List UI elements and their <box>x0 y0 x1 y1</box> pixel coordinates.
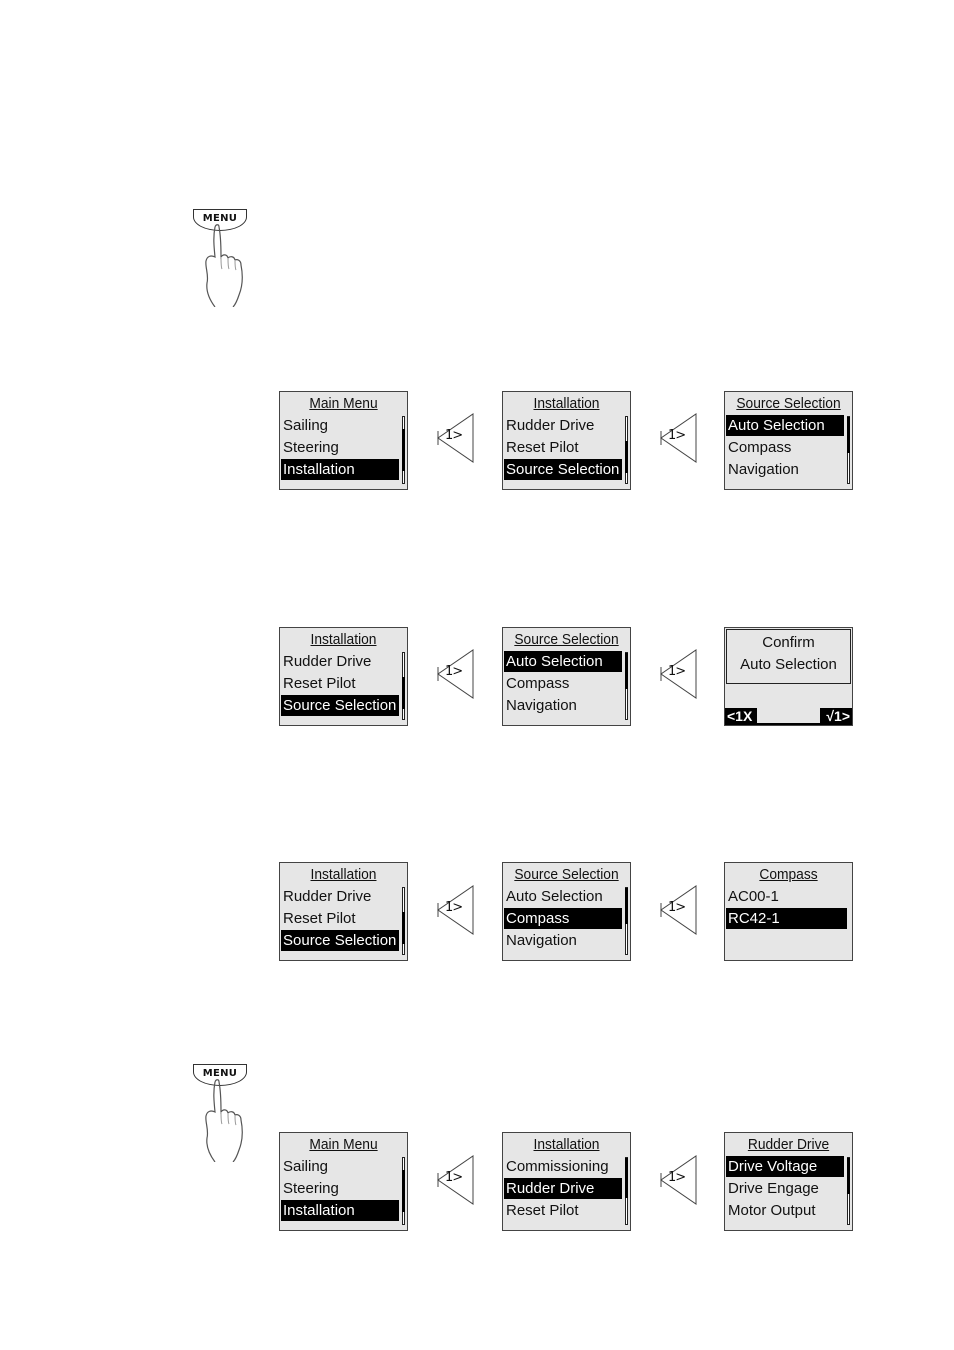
menu-item-navigation[interactable]: Navigation <box>506 697 577 714</box>
screen-source-selection <box>502 627 631 726</box>
screen-rudder-drive <box>724 1132 853 1231</box>
menu-item-source-selection[interactable]: Source Selection <box>281 695 399 716</box>
select-arrow: 1> <box>435 1154 475 1206</box>
menu-press-illustration <box>193 209 253 304</box>
menu-item-rudder-drive[interactable]: Rudder Drive <box>504 1178 622 1199</box>
menu-item-navigation[interactable]: Navigation <box>728 461 799 478</box>
screen-title: Source Selection <box>514 631 619 648</box>
select-arrow: 1> <box>658 648 698 700</box>
scrollbar <box>402 652 405 720</box>
screen-installation <box>279 627 408 726</box>
screen-title: Source Selection <box>514 866 619 883</box>
menu-press-illustration <box>193 1064 253 1159</box>
screen-confirm-dialog <box>724 627 853 726</box>
screen-main-menu <box>279 391 408 490</box>
menu-item-reset-pilot[interactable]: Reset Pilot <box>283 675 356 692</box>
menu-item-steering[interactable]: Steering <box>283 439 339 456</box>
confirm-line-1: Confirm <box>762 634 815 651</box>
screen-title: Main Menu <box>309 395 378 412</box>
menu-item-drive-voltage[interactable]: Drive Voltage <box>726 1156 844 1177</box>
screen-title: Installation <box>533 1136 600 1153</box>
select-arrow: 1> <box>658 412 698 464</box>
select-arrow: 1> <box>435 412 475 464</box>
menu-item-auto-selection[interactable]: Auto Selection <box>504 651 622 672</box>
menu-item-reset-pilot[interactable]: Reset Pilot <box>283 910 356 927</box>
pointing-hand-icon <box>193 1078 253 1162</box>
screen-title: Installation <box>533 395 600 412</box>
menu-item-rudder-drive[interactable]: Rudder Drive <box>506 417 595 434</box>
scrollbar <box>625 652 628 720</box>
screen-title: Main Menu <box>309 1136 378 1153</box>
menu-item-compass[interactable]: Compass <box>506 675 570 692</box>
confirm-line-2: Auto Selection <box>740 656 837 673</box>
screen-installation <box>279 862 408 961</box>
select-arrow: 1> <box>658 1154 698 1206</box>
scrollbar <box>625 1157 628 1225</box>
menu-item-reset-pilot[interactable]: Reset Pilot <box>506 1202 579 1219</box>
menu-item-steering[interactable]: Steering <box>283 1180 339 1197</box>
screen-title: Compass <box>759 866 818 883</box>
scrollbar <box>847 416 850 484</box>
menu-item-rudder-drive[interactable]: Rudder Drive <box>283 653 372 670</box>
select-arrow: 1> <box>435 884 475 936</box>
compass-source-rc42[interactable]: RC42-1 <box>726 908 847 929</box>
menu-item-compass[interactable]: Compass <box>504 908 622 929</box>
select-arrow: 1> <box>658 884 698 936</box>
select-arrow: 1> <box>435 648 475 700</box>
menu-item-navigation[interactable]: Navigation <box>506 932 577 949</box>
pointing-hand-icon <box>193 223 253 307</box>
screen-title: Rudder Drive <box>747 1136 830 1153</box>
menu-button[interactable]: MENU <box>193 209 247 231</box>
screen-installation <box>502 391 631 490</box>
confirm-softkey[interactable]: √1> <box>820 708 852 725</box>
screen-title: Source Selection <box>736 395 841 412</box>
menu-item-source-selection[interactable]: Source Selection <box>504 459 622 480</box>
screen-title: Installation <box>310 866 377 883</box>
screen-title: Installation <box>310 631 377 648</box>
menu-item-motor-output[interactable]: Motor Output <box>728 1202 816 1219</box>
menu-item-sailing[interactable]: Sailing <box>283 1158 329 1175</box>
screen-source-selection <box>502 862 631 961</box>
scrollbar <box>847 1157 850 1225</box>
menu-item-rudder-drive[interactable]: Rudder Drive <box>283 888 372 905</box>
menu-item-drive-engage[interactable]: Drive Engage <box>728 1180 819 1197</box>
scrollbar <box>402 416 405 484</box>
menu-item-commissioning[interactable]: Commissioning <box>506 1158 609 1175</box>
scrollbar <box>402 1157 405 1225</box>
menu-item-auto-selection[interactable]: Auto Selection <box>506 888 603 905</box>
menu-item-source-selection[interactable]: Source Selection <box>281 930 399 951</box>
menu-item-installation[interactable]: Installation <box>281 459 399 480</box>
screen-installation <box>502 1132 631 1231</box>
screen-main-menu <box>279 1132 408 1231</box>
confirm-message <box>726 629 851 684</box>
menu-item-installation[interactable]: Installation <box>281 1200 399 1221</box>
menu-item-sailing[interactable]: Sailing <box>283 417 329 434</box>
menu-button[interactable]: MENU <box>193 1064 247 1086</box>
menu-item-auto-selection[interactable]: Auto Selection <box>726 415 844 436</box>
menu-item-compass[interactable]: Compass <box>728 439 792 456</box>
compass-source-ac00[interactable]: AC00-1 <box>728 888 779 905</box>
scrollbar <box>625 887 628 955</box>
screen-compass <box>724 862 853 961</box>
menu-item-reset-pilot[interactable]: Reset Pilot <box>506 439 579 456</box>
scrollbar <box>402 887 405 955</box>
softkey-bar <box>725 707 852 725</box>
screen-source-selection <box>724 391 853 490</box>
cancel-softkey[interactable]: <1X <box>725 708 757 725</box>
scrollbar <box>625 416 628 484</box>
